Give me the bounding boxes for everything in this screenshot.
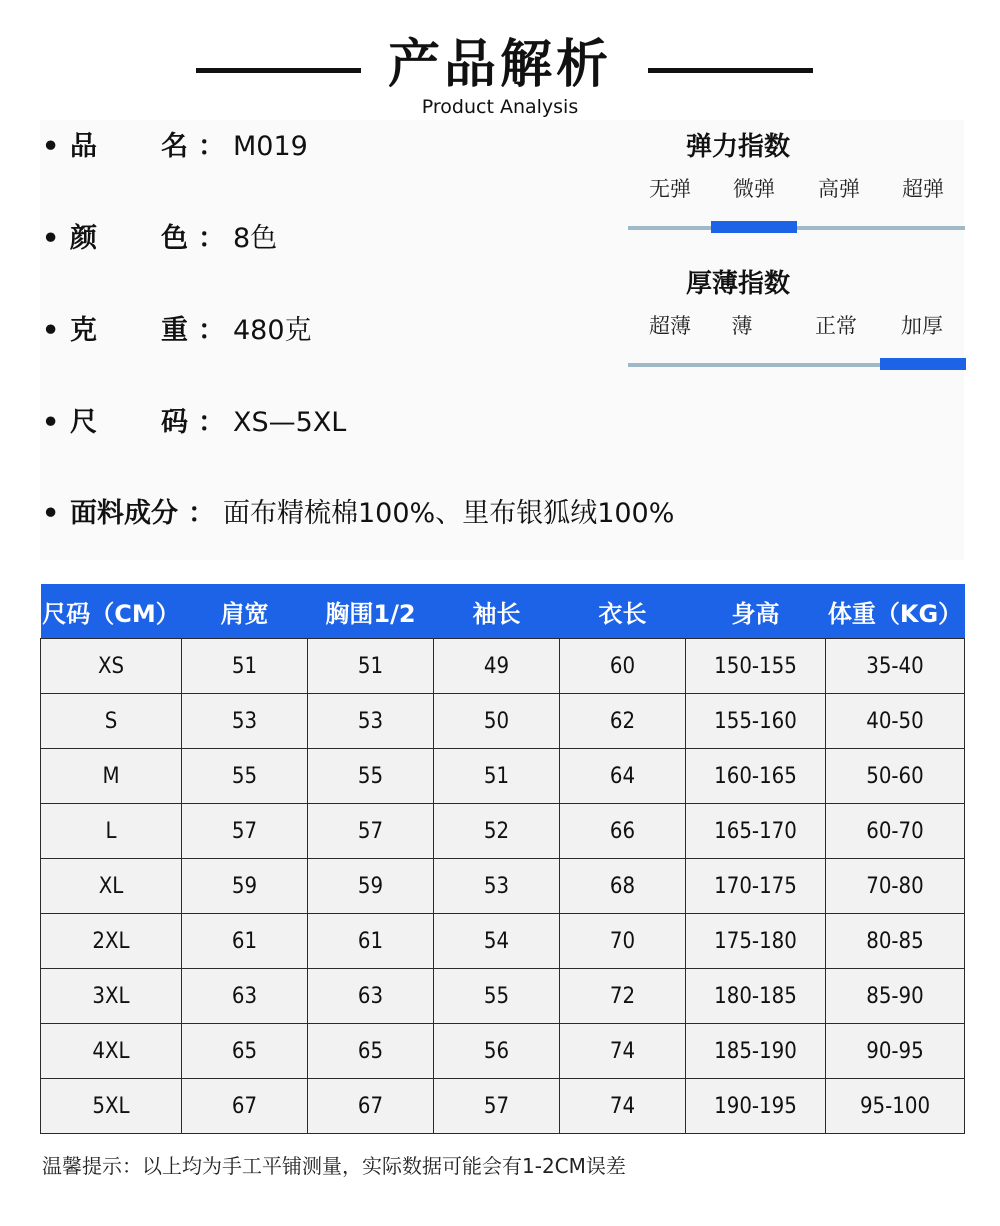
info-colon: ： [198, 223, 225, 254]
table-cell: 70 [560, 914, 686, 969]
table-cell: M [41, 749, 182, 804]
info-value: M019 [233, 131, 308, 162]
thickness-selected-marker [880, 358, 966, 370]
table-cell: 80-85 [826, 914, 965, 969]
table-cell: 67 [182, 1079, 308, 1134]
table-cell: 53 [182, 694, 308, 749]
table-cell: 59 [308, 859, 434, 914]
table-cell: XL [41, 859, 182, 914]
table-cell: 2XL [41, 914, 182, 969]
thickness-option: 薄 [731, 314, 753, 338]
table-cell: 51 [182, 639, 308, 694]
table-cell: 53 [308, 694, 434, 749]
table-cell: 55 [182, 749, 308, 804]
table-cell: 61 [182, 914, 308, 969]
bullet: • [42, 315, 60, 346]
table-row [41, 969, 965, 1024]
elasticity-option: 微弹 [733, 177, 775, 201]
table-cell: 55 [308, 749, 434, 804]
table-cell: 72 [560, 969, 686, 1024]
table-cell: 51 [308, 639, 434, 694]
bullet: • [42, 131, 60, 162]
table-cell: S [41, 694, 182, 749]
table-cell: 63 [308, 969, 434, 1024]
table-cell: 56 [434, 1024, 560, 1079]
info-label: 克重 [70, 315, 188, 346]
table-cell: 74 [560, 1079, 686, 1134]
table-cell: 53 [434, 859, 560, 914]
table-cell: 40-50 [826, 694, 965, 749]
table-cell: 57 [182, 804, 308, 859]
size-table-body [41, 639, 965, 1134]
measurement-note: 温馨提示：以上均为手工平铺测量，实际数据可能会有1-2CM误差 [42, 1154, 626, 1178]
table-cell: 57 [434, 1079, 560, 1134]
info-colon: ： [188, 498, 215, 529]
column-header: 肩宽 [182, 584, 308, 639]
table-cell: 170-175 [686, 859, 826, 914]
info-colon: ： [198, 407, 225, 438]
info-value: 480克 [233, 315, 312, 346]
table-cell: 160-165 [686, 749, 826, 804]
table-cell: 185-190 [686, 1024, 826, 1079]
size-table-header [41, 584, 965, 639]
elasticity-option: 高弹 [818, 177, 860, 201]
elasticity-title: 弹力指数 [685, 132, 790, 162]
table-cell: 49 [434, 639, 560, 694]
page-title: 产品解析 [387, 35, 612, 95]
table-cell: 57 [308, 804, 434, 859]
table-cell: L [41, 804, 182, 859]
table-row [41, 694, 965, 749]
info-row-fabric [42, 494, 674, 534]
table-cell: 68 [560, 859, 686, 914]
info-label: 品名 [70, 131, 188, 162]
table-row [41, 749, 965, 804]
info-row-size [42, 403, 346, 443]
table-cell: 70-80 [826, 859, 965, 914]
table-cell: 85-90 [826, 969, 965, 1024]
column-header: 尺码（CM） [41, 584, 182, 639]
table-cell: 175-180 [686, 914, 826, 969]
size-table [40, 584, 965, 1134]
table-cell: 60-70 [826, 804, 965, 859]
table-row [41, 804, 965, 859]
table-cell: 60 [560, 639, 686, 694]
table-cell: 3XL [41, 969, 182, 1024]
elasticity-selected-marker [711, 221, 797, 233]
column-header: 衣长 [560, 584, 686, 639]
info-label: 颜色 [70, 223, 188, 254]
column-header: 身高 [686, 584, 826, 639]
table-cell: 50 [434, 694, 560, 749]
table-cell: 4XL [41, 1024, 182, 1079]
table-cell: 64 [560, 749, 686, 804]
table-cell: 50-60 [826, 749, 965, 804]
info-value: 面布精梳棉100%、里布银狐绒100% [223, 498, 675, 529]
page-subtitle: Product Analysis [421, 96, 579, 118]
info-value: XS—5XL [233, 407, 347, 438]
table-cell: 155-160 [686, 694, 826, 749]
table-cell: 59 [182, 859, 308, 914]
thickness-option: 超薄 [649, 314, 691, 338]
table-cell: 55 [434, 969, 560, 1024]
table-cell: 190-195 [686, 1079, 826, 1134]
table-row [41, 859, 965, 914]
elasticity-option: 无弹 [649, 177, 691, 201]
table-row [41, 914, 965, 969]
info-label: 面料成分 [70, 498, 178, 529]
table-cell: 180-185 [686, 969, 826, 1024]
table-cell: 67 [308, 1079, 434, 1134]
info-row-weight [42, 311, 312, 351]
info-label: 尺码 [70, 407, 188, 438]
table-cell: 61 [308, 914, 434, 969]
table-cell: 62 [560, 694, 686, 749]
column-header: 胸围1/2 [308, 584, 434, 639]
bullet: • [42, 498, 60, 529]
thickness-option: 正常 [815, 314, 857, 338]
table-cell: 5XL [41, 1079, 182, 1134]
table-cell: 74 [560, 1024, 686, 1079]
table-cell: 95-100 [826, 1079, 965, 1134]
table-cell: 66 [560, 804, 686, 859]
thickness-option: 加厚 [901, 314, 943, 338]
table-cell: 65 [182, 1024, 308, 1079]
info-row-name [42, 127, 308, 167]
column-header: 体重（KG） [826, 584, 965, 639]
table-cell: XS [41, 639, 182, 694]
bullet: • [42, 407, 60, 438]
table-cell: 65 [308, 1024, 434, 1079]
table-cell: 165-170 [686, 804, 826, 859]
info-colon: ： [198, 131, 225, 162]
table-cell: 90-95 [826, 1024, 965, 1079]
table-row [41, 639, 965, 694]
thickness-title: 厚薄指数 [685, 269, 790, 299]
table-cell: 54 [434, 914, 560, 969]
info-colon: ： [198, 315, 225, 346]
bullet: • [42, 223, 60, 254]
table-row [41, 1079, 965, 1134]
elasticity-option: 超弹 [902, 177, 944, 201]
table-cell: 51 [434, 749, 560, 804]
table-cell: 63 [182, 969, 308, 1024]
table-cell: 150-155 [686, 639, 826, 694]
column-header: 袖长 [434, 584, 560, 639]
info-value: 8色 [233, 223, 278, 254]
table-cell: 35-40 [826, 639, 965, 694]
info-row-color [42, 219, 277, 259]
page-header [0, 30, 1000, 120]
table-row [41, 1024, 965, 1079]
table-cell: 52 [434, 804, 560, 859]
